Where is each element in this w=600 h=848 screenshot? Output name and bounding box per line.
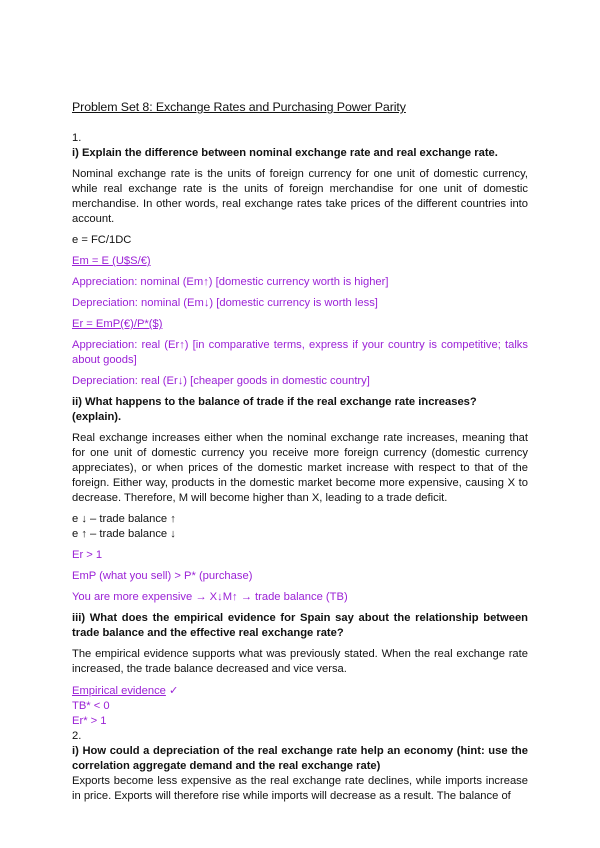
note-er-gt-1: Er > 1 [72, 549, 103, 561]
section-2-number: 2. [72, 730, 82, 742]
question-1-iii: iii) What does the empirical evidence for Spain say about the relationship between trade balance and the effective real exchange rate? [72, 612, 528, 639]
note-real-appreciation: Appreciation: real (Er↑) [in comparative terms, express if your country is competitive; talks about goods] [72, 339, 528, 366]
answer-2-i: Exports become less expensive as the real exchange rate declines, while imports increase in price. Exports will therefore rise while imports will decrease as a result. The balance of [72, 775, 528, 802]
empirical-evidence-link[interactable]: Empirical evidence [72, 685, 166, 697]
formula-e: e = FC/1DC [72, 234, 132, 246]
note-real-depreciation: Depreciation: real (Er↓) [cheaper goods in domestic country] [72, 375, 370, 387]
note-more-expensive: You are more expensive → X↓M↑ → trade balance (TB) [72, 591, 348, 603]
question-1-ii: ii) What happens to the balance of trade if the real exchange rate increases? (explain). [72, 396, 477, 423]
answer-1-i: Nominal exchange rate is the units of foreign currency for one unit of domestic currency, while real exchange rate is the units of foreign merchandise for one unit of domestic merchandise. In other words, real exchange rates take prices of the different countries into account. [72, 168, 528, 225]
page-title: Problem Set 8: Exchange Rates and Purchasing Power Parity [72, 100, 406, 114]
note-emp: EmP (what you sell) > P* (purchase) [72, 570, 253, 582]
note-nominal-depreciation: Depreciation: nominal (Em↓) [domestic currency is worth less] [72, 297, 378, 309]
answer-1-iii: The empirical evidence supports what was previously stated. When the real exchange rate increased, the trade balance decreased and vice versa. [72, 648, 528, 675]
check-icon: ✓ [169, 684, 179, 697]
question-2-i: i) How could a depreciation of the real exchange rate help an economy (hint: use the correlation aggregate demand and the real exchange rate) [72, 745, 528, 772]
question-1-i: i) Explain the difference between nominal exchange rate and real exchange rate. [72, 147, 498, 159]
note-tb: TB* < 0 [72, 700, 110, 712]
section-1-number: 1. [72, 132, 82, 144]
document-page [72, 100, 528, 804]
empirical-evidence-line [72, 683, 528, 699]
answer-1-ii: Real exchange increases either when the nominal exchange rate increases, meaning that for one unit of domestic currency you receive more foreign currency (domestic currency appreciates), or when prices of the domestic market increase with respect to that of the foreign. Either way, products in the domestic market become more expensive, causing X to decrease. Therefore, M will become higher than X, leading to a trade deficit. [72, 432, 528, 504]
note-e-down: e ↓ – trade balance ↑ [72, 513, 176, 525]
note-nominal-appreciation: Appreciation: nominal (Em↑) [domestic currency worth is higher] [72, 276, 389, 288]
note-er-star: Er* > 1 [72, 715, 107, 727]
formula-em: Em = E (U$S/€) [72, 255, 151, 267]
formula-er: Er = EmP(€)/P*($) [72, 318, 163, 330]
note-e-up: e ↑ – trade balance ↓ [72, 528, 176, 540]
